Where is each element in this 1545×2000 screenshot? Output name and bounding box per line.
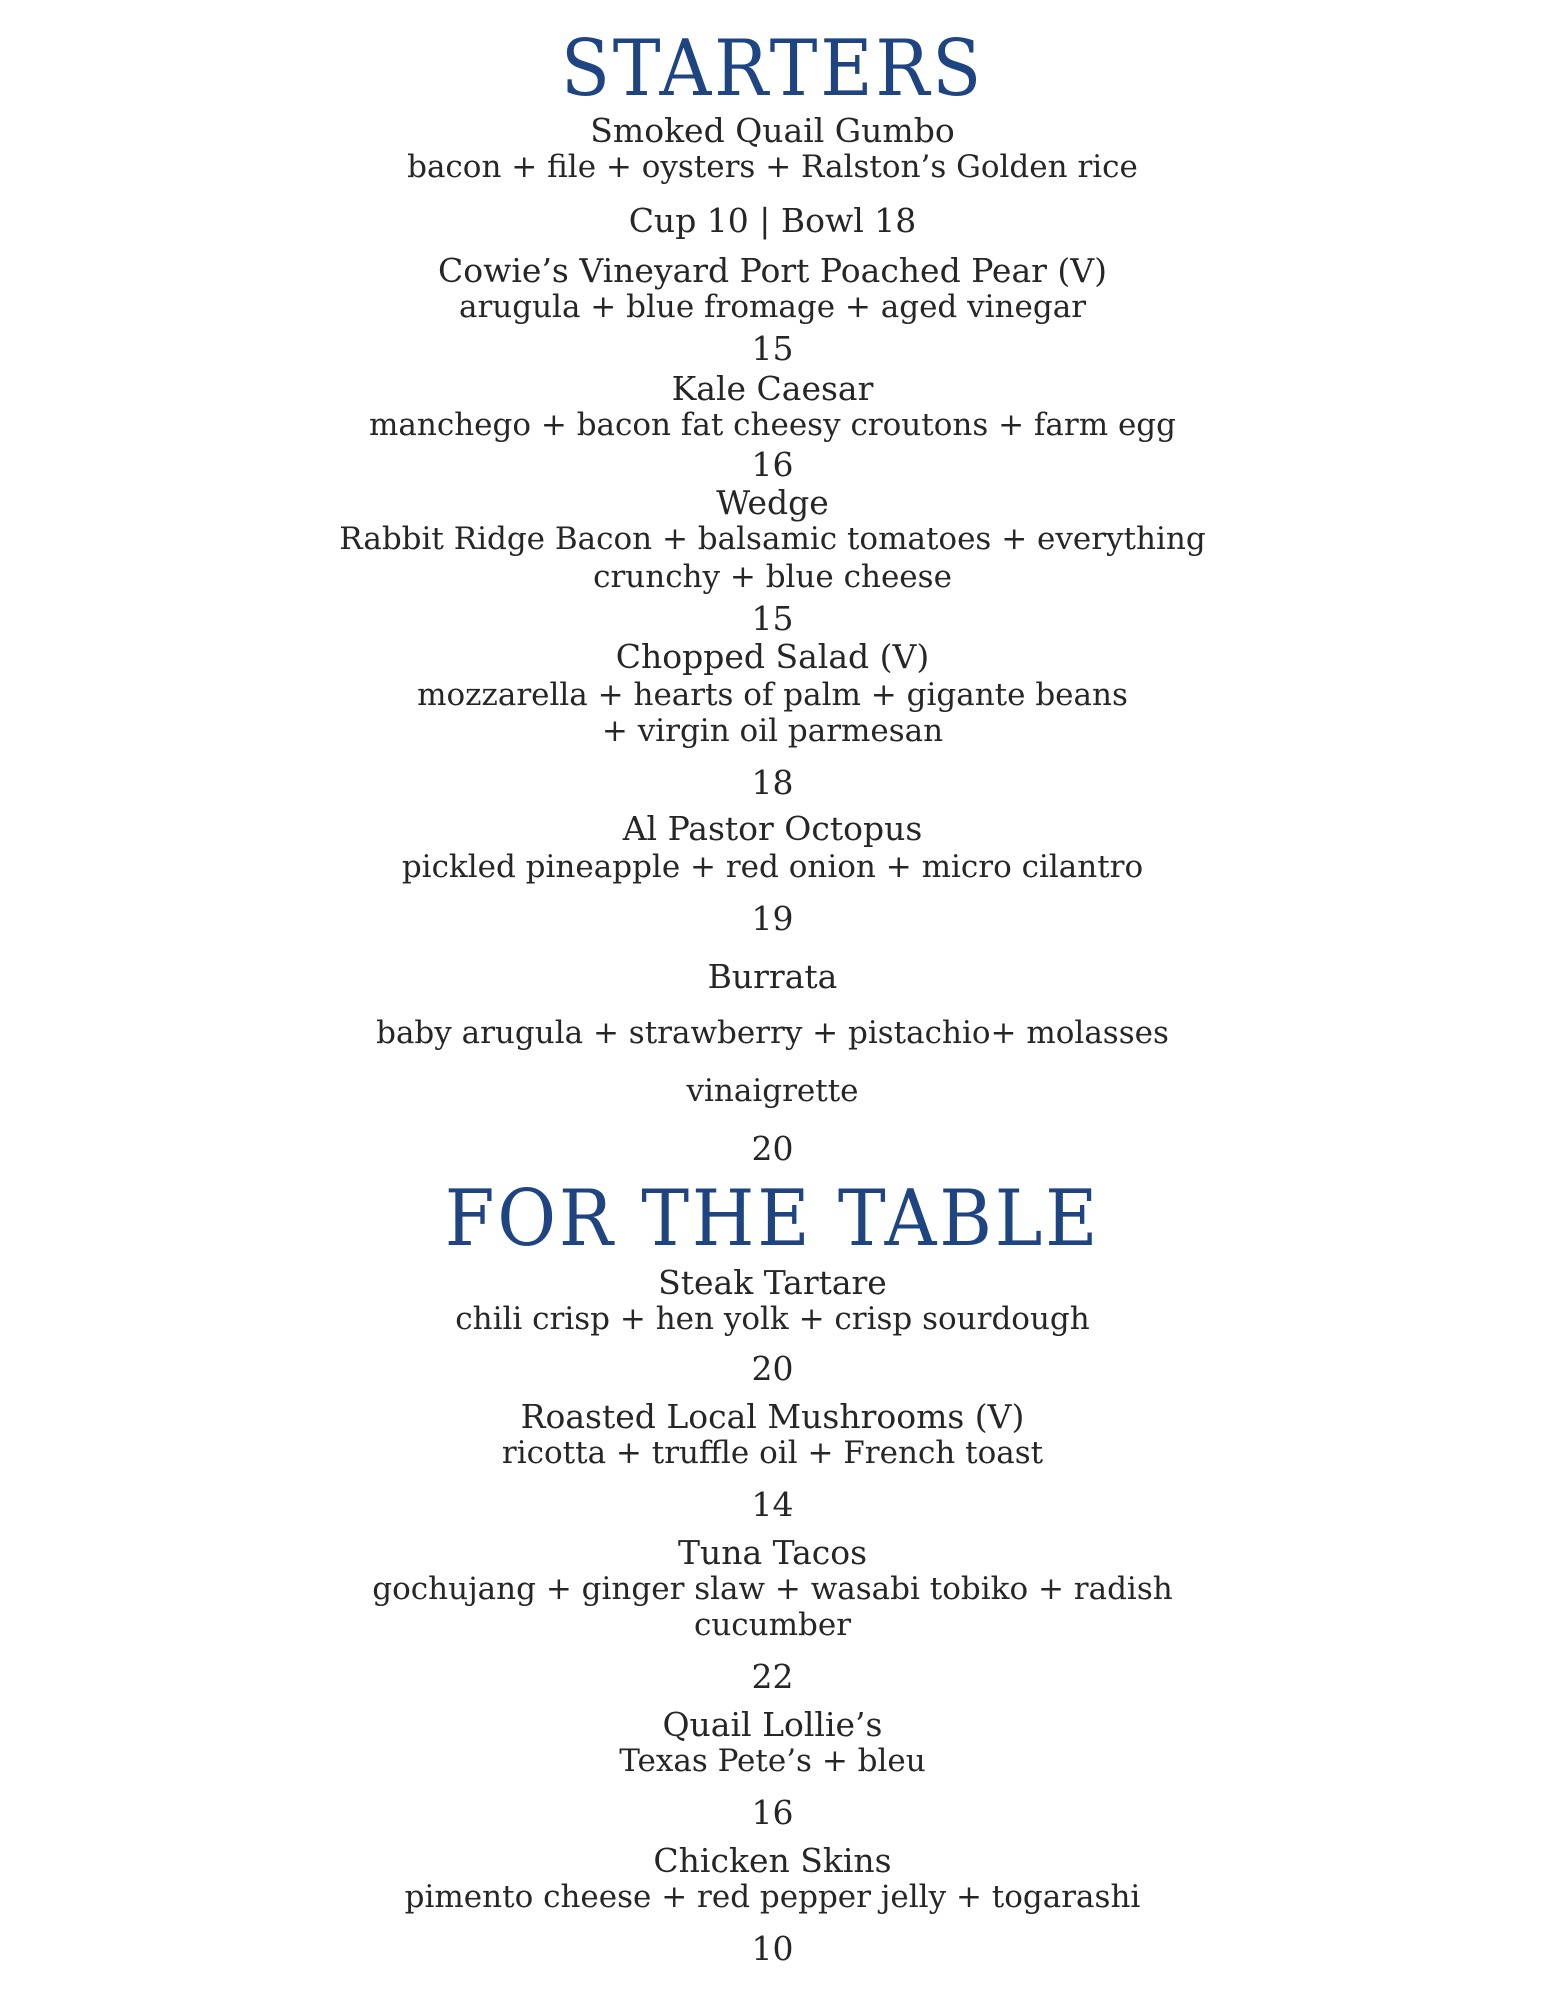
item-price: 20 [751,1349,794,1388]
item-description: bacon + file + oysters + Ralston’s Golden rice [407,149,1138,185]
item-description: Rabbit Ridge Bacon + balsamic tomatoes + everything [339,521,1206,557]
item-name: Chicken Skins [653,1841,892,1880]
item-description: pickled pineapple + red onion + micro cilantro [401,849,1144,885]
item-name: Kale Caesar [671,369,874,408]
item-description: + virgin oil parmesan [601,713,944,749]
item-description: cucumber [693,1607,852,1643]
starters-heading: STARTERS [560,24,985,114]
item-price: 19 [751,899,794,938]
for-the-table-heading: FOR THE TABLE [444,1174,1101,1264]
item-name: Roasted Local Mushrooms (V) [520,1397,1025,1436]
item-description: arugula + blue fromage + aged vinegar [458,289,1087,325]
item-description: baby arugula + strawberry + pistachio+ molasses [376,1015,1169,1051]
item-name: Quail Lollie’s [662,1705,883,1744]
item-name: Smoked Quail Gumbo [590,111,955,150]
item-price: 16 [751,445,794,484]
item-name: Chopped Salad (V) [615,637,930,676]
item-name: Cowie’s Vineyard Port Poached Pear (V) [438,251,1107,290]
item-price: 22 [751,1657,794,1696]
item-description: vinaigrette [686,1073,859,1109]
item-name: Steak Tartare [658,1263,887,1302]
item-description: ricotta + truffle oil + French toast [501,1435,1044,1471]
item-price: 20 [751,1129,794,1168]
item-name: Burrata [707,957,838,996]
item-price: 10 [751,1929,794,1968]
item-description: gochujang + ginger slaw + wasabi tobiko + radish [372,1571,1173,1607]
item-price: 16 [751,1793,794,1832]
item-name: Wedge [716,483,829,522]
item-price: Cup 10 | Bowl 18 [628,201,917,240]
item-description: chili crisp + hen yolk + crisp sourdough [455,1301,1090,1337]
item-price: 14 [751,1485,794,1524]
item-price: 15 [751,599,794,638]
item-name: Tuna Tacos [677,1533,868,1572]
item-description: mozzarella + hearts of palm + gigante beans [417,677,1128,713]
item-price: 15 [751,329,794,368]
item-name: Al Pastor Octopus [622,809,923,848]
item-description: pimento cheese + red pepper jelly + togarashi [404,1879,1141,1915]
item-price: 18 [751,763,794,802]
item-description: Texas Pete’s + bleu [619,1743,926,1779]
item-description: crunchy + blue cheese [593,559,952,595]
item-description: manchego + bacon fat cheesy croutons + farm egg [369,407,1176,443]
